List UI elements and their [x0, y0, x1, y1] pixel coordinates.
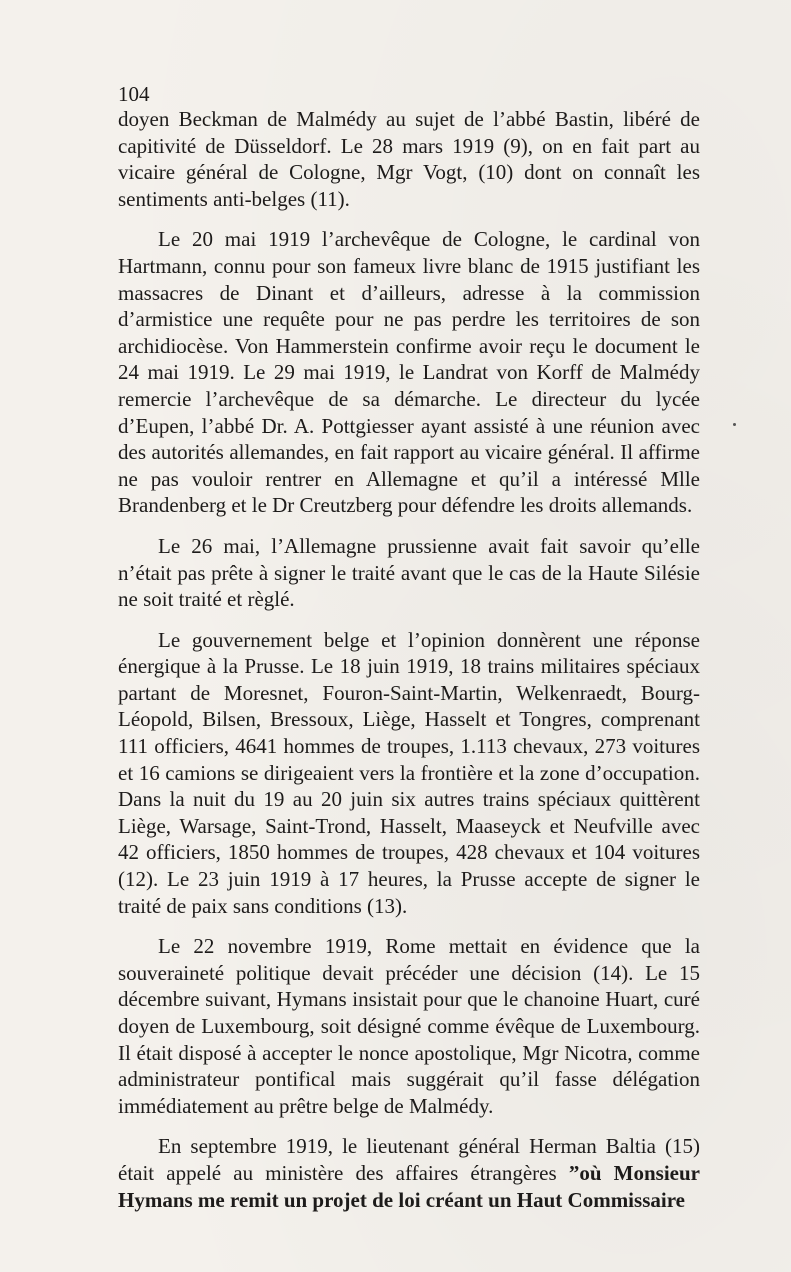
paragraph: Le 22 novembre 1919, Rome mettait en évidence que la souveraineté politique devait précéder une décision (14). Le 15 décembre suivant, Hymans insistait pour que le chanoine Huart, curé doyen de Luxembourg, soit désigné comme évêque de Luxembourg. Il était disposé à accepter le nonce apostolique, Mgr Nicotra, comme administrateur pontifical mais suggérait qu’il fasse délégation immédiatement au prêtre belge de Malmédy. — [118, 934, 700, 1118]
page-number: 104 — [118, 82, 150, 106]
ink-speck — [733, 423, 736, 426]
body-text — [118, 106, 700, 1227]
paragraph: Le 26 mai, l’Allemagne prussienne avait fait savoir qu’elle n’était pas prête à signer le traité avant que le cas de la Haute Silésie ne soit traité et règlé. — [118, 533, 700, 612]
paragraph-continuation: doyen Beckman de Malmédy au sujet de l’abbé Bastin, libéré de capitivité de Düsseldorf. Le 28 mars 1919 (9), on en fait part au vicaire général de Cologne, Mgr Vogt, (10) dont on connaît les sentiments anti-belges (11). — [118, 107, 700, 211]
paragraph-last — [118, 1133, 700, 1213]
quoted-bold-text: ”où Monsieur Hymans me remit un projet de loi créant un Haut Commissaire — [118, 1160, 700, 1212]
paragraph: Le gouvernement belge et l’opinion donnèrent une réponse énergique à la Prusse. Le 18 juin 1919, 18 trains militaires spéciaux partant de Moresnet, Fouron-Saint-Martin, Welkenraedt, Bourg-Léopold, Bilsen, Bressoux, Liège, Hasselt et Tongres, comprenant 111 officiers, 4641 hommes de troupes, 1.113 chevaux, 273 voitures et 16 camions se dirigeaient vers la frontière et la zone d’occupation. Dans la nuit du 19 au 20 juin six autres trains spéciaux quittèrent Liège, Warsage, Saint-Trond, Hasselt, Maaseyck et Neufville avec 42 officiers, 1850 hommes de troupes, 428 chevaux et 104 voitures (12). Le 23 juin 1919 à 17 heures, la Prusse accepte de signer le traité de paix sans conditions (13). — [118, 627, 700, 918]
paragraph-plain-text: En septembre 1919, le lieutenant général Herman Baltia (15) était appelé au ministère des affaires étrangères — [118, 1134, 700, 1185]
paragraph: Le 20 mai 1919 l’archevêque de Cologne, le cardinal von Hartmann, connu pour son fameux livre blanc de 1915 justifiant les massacres de Dinant et d’ailleurs, adresse à la commission d’armistice une requête pour ne pas perdre les territoires de son archidiocèse. Von Hammerstein confirme avoir reçu le document le 24 mai 1919. Le 29 mai 1919, le Landrat von Korff de Malmédy remercie l’archevêque de sa démarche. Le directeur du lycée d’Eupen, l’abbé Dr. A. Pottgiesser ayant assisté à une réunion avec des autorités allemandes, en fait rapport au vicaire général. Il affirme ne pas vouloir rentrer en Allemagne et qu’il a intéressé Mlle Brandenberg et le Dr Creutzberg pour défendre les droits allemands. — [118, 227, 700, 518]
